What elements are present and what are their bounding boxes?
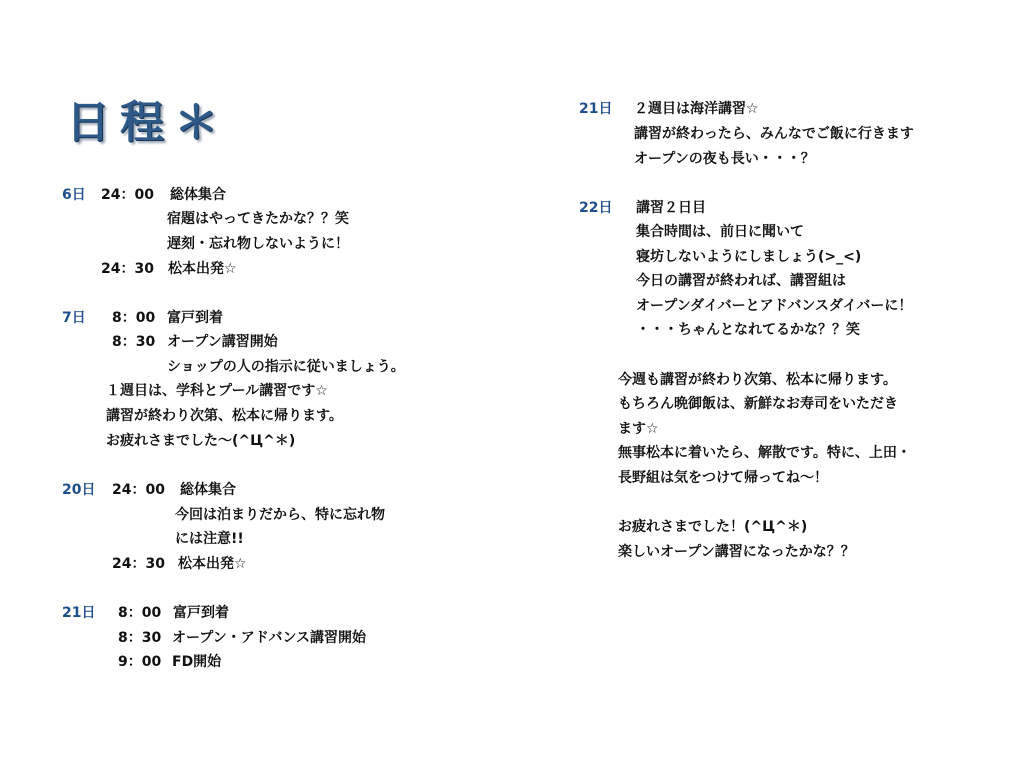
day-20-line-1: 総体集合	[180, 482, 236, 498]
day-7-line-1: 富戸到着	[167, 310, 223, 326]
day-20-time-2: 24：30	[112, 556, 165, 572]
day-7-label: 7日	[62, 310, 86, 326]
day-7-time-1: 8：00	[112, 310, 156, 326]
day-22-label: 22日	[579, 200, 613, 216]
day-21-right-line-2: 講習が終わったら、みんなでご飯に行きます	[634, 126, 914, 142]
day-21-left-line-2: オープン・アドバンス講習開始	[172, 630, 367, 646]
day-6-line-4: 松本出発☆	[168, 261, 237, 277]
day-7-line-3: ショップの人の指示に従いましょう。	[167, 359, 405, 375]
day-20-label: 20日	[62, 482, 96, 498]
closing-line-4: 無事松本に着いたら、解散です。特に、上田・	[618, 445, 911, 461]
day-21-left-time-1: 8：00	[118, 605, 162, 621]
day-7-line-2: オープン講習開始	[167, 334, 278, 350]
day-21-left-line-3: FD開始	[172, 654, 222, 670]
day-20-line-4: 松本出発☆	[178, 556, 247, 572]
day-22-line-2: 集合時間は、前日に聞いて	[636, 224, 804, 240]
day-21-right-line-1: ２週目は海洋講習☆	[634, 101, 759, 117]
closing-line-7: 楽しいオープン講習になったかな？？	[618, 544, 855, 560]
day-6-time-1: 24：00	[101, 187, 154, 203]
day-21-left-time-3: 9：00	[118, 654, 162, 670]
day-6-line-3: 遅刻・忘れ物しないように！	[167, 236, 349, 252]
day-6-line-2: 宿題はやってきたかな？？笑	[167, 211, 349, 227]
day-20-line-3: には注意!!	[175, 531, 244, 547]
day-21-left-time-2: 8：30	[118, 630, 162, 646]
day-7-line-5: 講習が終わり次第、松本に帰ります。	[106, 408, 343, 424]
closing-line-3: ます☆	[618, 421, 659, 437]
day-21-right-line-3: オープンの夜も長い・・・？	[634, 151, 815, 167]
day-22-line-1: 講習２日目	[636, 200, 706, 216]
day-22-line-5: オープンダイバーとアドバンスダイバーに！	[636, 298, 913, 314]
day-21-left-label: 21日	[62, 605, 96, 621]
day-6-line-1: 総体集合	[170, 187, 226, 203]
day-7-line-4: １週目は、学科とプール講習です☆	[106, 383, 328, 399]
day-21-left-line-1: 富戸到着	[173, 605, 229, 621]
day-20-time-1: 24：00	[112, 482, 165, 498]
day-22-line-3: 寝坊しないようにしましょう(>_<)	[636, 249, 862, 265]
closing-line-6: お疲れさまでした！(^Ц^＊)	[618, 519, 808, 535]
day-6-label: 6日	[62, 187, 86, 203]
day-7-time-2: 8：30	[112, 334, 156, 350]
page-title: 日程＊	[66, 97, 228, 148]
day-22-line-6: ・・・ちゃんとなれてるかな？？笑	[636, 322, 860, 338]
closing-line-2: もちろん晩御飯は、新鮮なお寿司をいただき	[618, 396, 898, 412]
day-6-time-2: 24：30	[101, 261, 154, 277]
day-22-line-4: 今日の講習が終われば、講習組は	[636, 273, 846, 289]
day-7-line-6: お疲れさまでした～(^Ц^＊)	[106, 433, 296, 449]
closing-line-5: 長野組は気をつけて帰ってね～！	[618, 470, 828, 486]
day-20-line-2: 今回は泊まりだから、特に忘れ物	[175, 507, 385, 523]
closing-line-1: 今週も講習が終わり次第、松本に帰ります。	[618, 372, 897, 388]
day-21-right-label: 21日	[579, 101, 613, 117]
